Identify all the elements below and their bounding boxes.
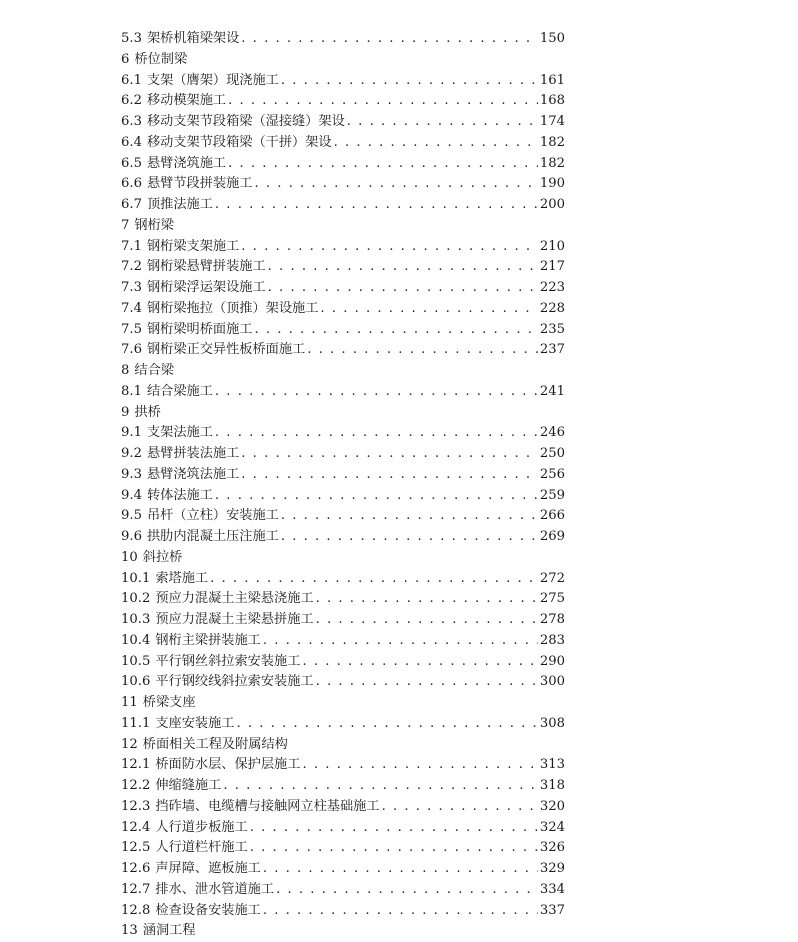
toc-leader-dots xyxy=(316,589,538,610)
toc-page-number: 266 xyxy=(539,508,565,524)
toc-title: 吊杆（立柱）安装施工 xyxy=(146,508,279,524)
toc-chapter-heading xyxy=(121,403,565,424)
toc-leader-dots xyxy=(316,610,538,631)
toc-chapter-heading xyxy=(121,216,565,237)
toc-number: 12.6 xyxy=(121,861,151,876)
toc-number: 7.5 xyxy=(121,321,142,337)
toc-page-number: 250 xyxy=(539,446,565,461)
toc-leader-dots xyxy=(302,652,537,673)
toc-title: 平行钢绞线斜拉索安装施工 xyxy=(155,674,314,690)
toc-number: 10.6 xyxy=(121,674,151,690)
toc-entry[interactable] xyxy=(121,797,565,818)
toc-page-number: 300 xyxy=(539,674,565,690)
toc-chapter-heading xyxy=(121,548,565,569)
toc-number: 6.2 xyxy=(121,93,142,109)
toc-number: 8.1 xyxy=(121,383,142,399)
toc-page-number: 174 xyxy=(539,114,565,129)
toc-entry[interactable] xyxy=(121,486,565,507)
toc-number: 10.2 xyxy=(121,591,151,607)
toc-page-number: 334 xyxy=(539,881,565,897)
toc-entry[interactable] xyxy=(121,257,565,278)
toc-number: 10.4 xyxy=(121,632,151,648)
toc-page-number: 256 xyxy=(539,466,565,482)
toc-leader-dots xyxy=(215,423,538,444)
toc-page-number: 241 xyxy=(539,383,565,399)
toc-title: 钢桁梁悬臂拼装施工 xyxy=(146,259,266,275)
toc-leader-dots xyxy=(254,320,537,341)
toc-chapter-heading xyxy=(121,50,565,71)
toc-number: 5.3 xyxy=(121,31,142,46)
toc-leader-dots xyxy=(347,112,538,133)
toc-title: 悬臂浇筑施工 xyxy=(146,155,227,171)
toc-entry[interactable] xyxy=(121,91,565,112)
toc-number: 7.6 xyxy=(121,342,142,358)
toc-title: 桥面相关工程及附属结构 xyxy=(142,736,288,752)
toc-number: 9.4 xyxy=(121,487,142,503)
toc-entry[interactable] xyxy=(121,382,565,403)
toc-entry[interactable] xyxy=(121,610,565,631)
toc-number: 6.6 xyxy=(121,176,142,192)
toc-number: 6.4 xyxy=(121,134,142,150)
toc-entry[interactable] xyxy=(121,652,565,673)
toc-entry[interactable] xyxy=(121,527,565,548)
toc-leader-dots xyxy=(223,776,538,797)
toc-number: 12.2 xyxy=(121,778,151,793)
toc-number: 6.7 xyxy=(121,197,142,212)
toc-page-number: 329 xyxy=(539,861,565,876)
toc-title: 支座安装施工 xyxy=(155,715,235,731)
toc-number: 12.1 xyxy=(121,757,151,773)
toc-leader-dots xyxy=(281,71,538,92)
toc-title: 平行钢丝斜拉索安装施工 xyxy=(155,653,301,669)
toc-title: 转体法施工 xyxy=(146,487,213,503)
toc-title: 涵洞工程 xyxy=(142,923,196,939)
toc-leader-dots xyxy=(228,154,538,175)
toc-number: 9.2 xyxy=(121,446,142,461)
toc-leader-dots xyxy=(241,29,538,50)
toc-leader-dots xyxy=(241,237,538,258)
toc-page-number: 200 xyxy=(539,197,565,212)
toc-title: 钢桁主梁拼装施工 xyxy=(155,632,261,648)
toc-leader-dots xyxy=(263,901,538,922)
toc-entry[interactable] xyxy=(121,174,565,195)
toc-title: 钢桁梁明桥面施工 xyxy=(146,321,253,337)
toc-leader-dots xyxy=(281,506,538,527)
toc-title: 斜拉桥 xyxy=(142,549,183,565)
toc-leader-dots xyxy=(263,631,538,652)
toc-entry[interactable] xyxy=(121,818,565,839)
toc-entry[interactable] xyxy=(121,423,565,444)
toc-number: 9.1 xyxy=(121,425,142,441)
toc-entry[interactable] xyxy=(121,112,565,133)
toc-entry[interactable] xyxy=(121,569,565,590)
toc-title: 悬臂拼装法施工 xyxy=(146,446,240,461)
toc-page-number: 290 xyxy=(539,653,565,669)
toc-leader-dots xyxy=(307,340,538,361)
toc-leader-dots xyxy=(241,444,538,465)
toc-number: 7.2 xyxy=(121,259,142,275)
toc-entry[interactable] xyxy=(121,859,565,880)
toc-number: 11.1 xyxy=(121,715,151,731)
toc-entry[interactable] xyxy=(121,880,565,901)
toc-title: 人行道步板施工 xyxy=(155,819,248,835)
toc-page-number: 237 xyxy=(539,342,565,358)
toc-page-number: 272 xyxy=(539,570,565,586)
toc-entry[interactable] xyxy=(121,465,565,486)
toc-entry[interactable] xyxy=(121,755,565,776)
toc-page-number: 326 xyxy=(539,840,565,856)
toc-number: 13 xyxy=(121,923,138,939)
toc-leader-dots xyxy=(215,486,538,507)
toc-page-number: 182 xyxy=(539,155,565,171)
toc-title: 支架法施工 xyxy=(146,425,213,441)
toc-title: 拱桥 xyxy=(134,404,161,420)
toc-leader-dots xyxy=(237,714,538,735)
toc-entry[interactable] xyxy=(121,672,565,693)
toc-number: 9.6 xyxy=(121,529,142,544)
toc-entry[interactable] xyxy=(121,29,565,50)
toc-leader-dots xyxy=(215,382,538,403)
toc-page-number: 324 xyxy=(539,819,565,835)
toc-entry[interactable] xyxy=(121,299,565,320)
toc-chapter-heading xyxy=(121,735,565,756)
toc-leader-dots xyxy=(316,672,538,693)
toc-title: 结合梁施工 xyxy=(146,383,213,399)
toc-chapter-heading xyxy=(121,693,565,714)
toc-page-number: 275 xyxy=(539,591,565,607)
toc-page-number: 217 xyxy=(539,259,565,275)
toc-title: 移动支架节段箱梁（湿接缝）架设 xyxy=(146,114,345,129)
toc-title: 挡砟墙、电缆槽与接触网立柱基础施工 xyxy=(155,798,380,814)
toc-leader-dots xyxy=(382,797,538,818)
toc-number: 10.1 xyxy=(121,570,151,586)
toc-page-number: 190 xyxy=(539,176,565,192)
toc-page-number: 246 xyxy=(539,425,565,441)
toc-number: 9.5 xyxy=(121,508,142,524)
toc-page-number: 150 xyxy=(539,31,565,46)
toc-number: 12.5 xyxy=(121,840,151,856)
toc-number: 6.5 xyxy=(121,155,142,171)
toc-leader-dots xyxy=(228,91,538,112)
toc-leader-dots xyxy=(250,818,538,839)
toc-leader-dots xyxy=(210,569,538,590)
toc-title: 钢桁梁拖拉（顶推）架设施工 xyxy=(146,300,319,316)
toc-number: 10.5 xyxy=(121,653,151,669)
toc-entry[interactable] xyxy=(121,714,565,735)
toc-page-number: 313 xyxy=(539,757,565,773)
table-of-contents xyxy=(121,29,565,942)
toc-title: 索塔施工 xyxy=(155,570,209,586)
toc-entry[interactable] xyxy=(121,278,565,299)
toc-number: 9.3 xyxy=(121,466,142,482)
toc-entry[interactable] xyxy=(121,320,565,341)
toc-page-number: 235 xyxy=(539,321,565,337)
toc-number: 12 xyxy=(121,736,138,752)
toc-page-number: 320 xyxy=(539,798,565,814)
toc-title: 桥位制梁 xyxy=(134,51,188,67)
toc-leader-dots xyxy=(254,174,537,195)
toc-entry[interactable] xyxy=(121,776,565,797)
toc-number: 7.4 xyxy=(121,300,142,316)
toc-leader-dots xyxy=(281,527,538,548)
toc-number: 7 xyxy=(121,217,130,233)
toc-page-number: 161 xyxy=(539,72,565,88)
toc-leader-dots xyxy=(320,299,537,320)
toc-entry[interactable] xyxy=(121,589,565,610)
toc-leader-dots xyxy=(250,838,538,859)
toc-number: 6.3 xyxy=(121,114,142,129)
toc-page-number: 223 xyxy=(539,280,565,295)
toc-entry[interactable] xyxy=(121,133,565,154)
toc-title: 移动支架节段箱梁（干拼）架设 xyxy=(146,134,332,150)
toc-entry[interactable] xyxy=(121,838,565,859)
toc-title: 钢桁梁支架施工 xyxy=(146,238,240,254)
toc-entry[interactable] xyxy=(121,506,565,527)
toc-leader-dots xyxy=(268,278,538,299)
toc-number: 8 xyxy=(121,363,130,378)
toc-page-number: 283 xyxy=(539,632,565,648)
toc-page-number: 278 xyxy=(539,612,565,627)
toc-page-number: 318 xyxy=(539,778,565,793)
toc-number: 10 xyxy=(121,549,138,565)
toc-number: 6.1 xyxy=(121,72,142,88)
toc-page-number: 210 xyxy=(539,238,565,254)
toc-entry[interactable] xyxy=(121,901,565,922)
toc-title: 检查设备安装施工 xyxy=(155,902,261,918)
toc-leader-dots xyxy=(215,195,538,216)
toc-entry[interactable] xyxy=(121,631,565,652)
toc-title: 钢桁梁 xyxy=(134,217,174,233)
toc-number: 12.7 xyxy=(121,881,151,897)
toc-leader-dots xyxy=(302,755,537,776)
toc-title: 拱肋内混凝土压注施工 xyxy=(146,529,279,544)
toc-page-number: 168 xyxy=(539,93,565,109)
toc-page-number: 337 xyxy=(539,902,565,918)
toc-title: 结合梁 xyxy=(134,363,174,378)
toc-title: 桥面防水层、保护层施工 xyxy=(155,757,301,773)
toc-title: 移动模架施工 xyxy=(146,93,227,109)
toc-title: 预应力混凝土主梁悬拼施工 xyxy=(155,612,314,627)
toc-title: 桥梁支座 xyxy=(142,695,196,710)
toc-page-number: 259 xyxy=(539,487,565,503)
toc-number: 12.8 xyxy=(121,902,151,918)
toc-number: 7.1 xyxy=(121,238,142,254)
toc-page-number: 308 xyxy=(539,715,565,731)
toc-number: 9 xyxy=(121,404,130,420)
toc-chapter-heading xyxy=(121,921,565,942)
toc-number: 11 xyxy=(121,695,138,710)
toc-title: 悬臂节段拼装施工 xyxy=(146,176,253,192)
toc-title: 顶推法施工 xyxy=(146,197,213,212)
toc-title: 悬臂浇筑法施工 xyxy=(146,466,240,482)
toc-number: 6 xyxy=(121,51,130,67)
toc-title: 预应力混凝土主梁悬浇施工 xyxy=(155,591,314,607)
toc-leader-dots xyxy=(334,133,538,154)
toc-entry[interactable] xyxy=(121,154,565,175)
toc-title: 钢桁梁浮运架设施工 xyxy=(146,280,266,295)
toc-title: 排水、泄水管道施工 xyxy=(155,881,275,897)
toc-entry[interactable] xyxy=(121,195,565,216)
toc-number: 12.3 xyxy=(121,798,151,814)
toc-number: 10.3 xyxy=(121,612,151,627)
toc-number: 7.3 xyxy=(121,280,142,295)
toc-entry[interactable] xyxy=(121,444,565,465)
toc-page-number: 228 xyxy=(539,300,565,316)
toc-entry[interactable] xyxy=(121,340,565,361)
toc-entry[interactable] xyxy=(121,237,565,258)
toc-leader-dots xyxy=(276,880,538,901)
toc-title: 架桥机箱梁架设 xyxy=(146,31,240,46)
toc-title: 伸缩缝施工 xyxy=(155,778,222,793)
toc-title: 声屏障、遮板施工 xyxy=(155,861,261,876)
toc-title: 钢桁梁正交异性板桥面施工 xyxy=(146,342,306,358)
toc-number: 12.4 xyxy=(121,819,151,835)
toc-page-number: 269 xyxy=(539,529,565,544)
toc-leader-dots xyxy=(268,257,538,278)
toc-title: 支架（膺架）现浇施工 xyxy=(146,72,279,88)
toc-leader-dots xyxy=(241,465,538,486)
toc-chapter-heading xyxy=(121,361,565,382)
toc-entry[interactable] xyxy=(121,71,565,92)
toc-leader-dots xyxy=(263,859,538,880)
toc-page-number: 182 xyxy=(539,134,565,150)
toc-title: 人行道栏杆施工 xyxy=(155,840,248,856)
